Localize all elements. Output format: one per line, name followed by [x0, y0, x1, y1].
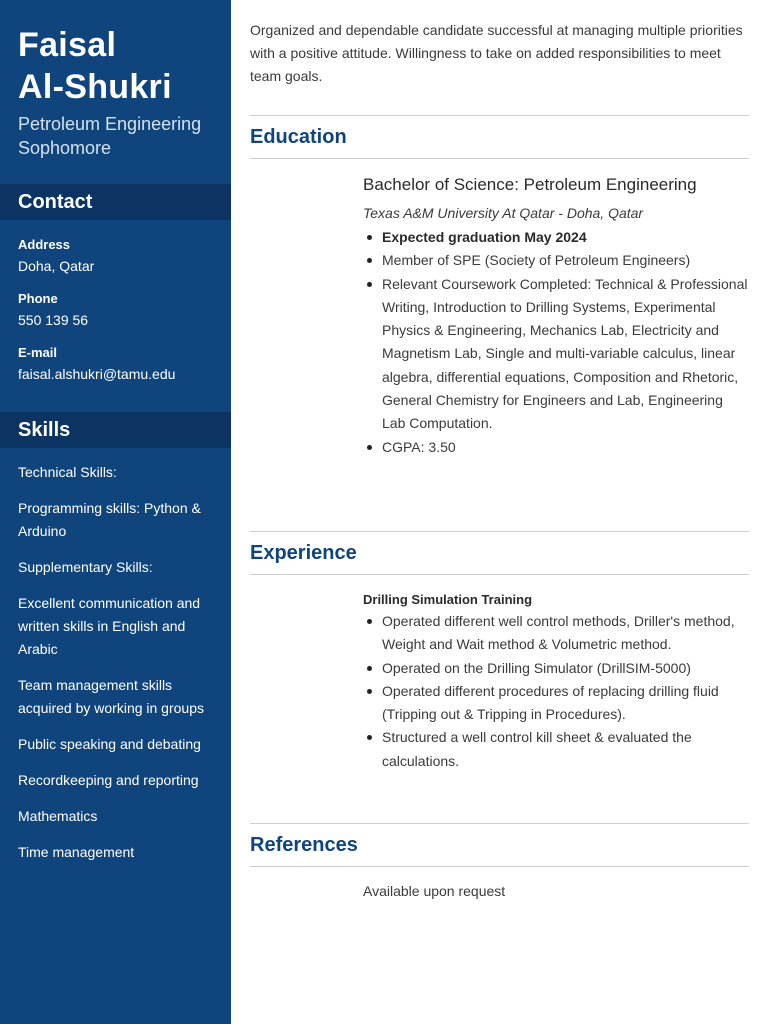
candidate-name: [18, 24, 172, 108]
email-value[interactable]: faisal.alshukri@tamu.edu: [18, 366, 176, 382]
skill-item: Team management skills acquired by working in groups: [18, 677, 204, 716]
references-heading: References: [250, 823, 749, 867]
skill-item: Mathematics: [18, 808, 98, 824]
references-text: Available upon request: [363, 883, 506, 899]
address-value: Doha, Qatar: [18, 258, 95, 274]
experience-entry: [363, 590, 749, 773]
list-item: Structured a well control kill sheet & evaluated the calculations.: [363, 726, 749, 773]
school-name: Texas A&M University At Qatar - Doha, Qatar: [363, 205, 644, 221]
skill-item: Time management: [18, 844, 135, 860]
contact-list: [18, 236, 223, 398]
list-item: Expected graduation May 2024: [363, 226, 749, 249]
list-item: Operated different well control methods, Driller's method, Weight and Wait method & Volumetric method.: [363, 610, 749, 657]
sidebar: [0, 0, 231, 1024]
title-line-2: Sophomore: [18, 138, 112, 158]
list-item: CGPA: 3.50: [363, 436, 749, 459]
education-entry: [363, 173, 749, 459]
experience-bullets: [363, 610, 749, 773]
phone-value[interactable]: 550 139 56: [18, 312, 89, 328]
list-item: Member of SPE (Society of Petroleum Engineers): [363, 249, 749, 272]
title-line-1: Petroleum Engineering: [18, 114, 202, 134]
education-heading: Education: [250, 115, 749, 159]
skill-item: Supplementary Skills:: [18, 559, 153, 575]
first-name: Faisal: [18, 26, 117, 64]
job-title: Drilling Simulation Training: [363, 592, 533, 607]
skill-item: Recordkeeping and reporting: [18, 772, 199, 788]
education-bullets: [363, 226, 749, 459]
skill-item: Excellent communication and written skills in English and Arabic: [18, 595, 201, 657]
skills-heading: Skills: [0, 412, 231, 448]
email-label: E-mail: [18, 345, 58, 360]
skill-item: Programming skills: Python & Arduino: [18, 500, 201, 539]
address-label: Address: [18, 237, 71, 252]
skills-list: [18, 461, 218, 877]
list-item: Operated different procedures of replacing drilling fluid (Tripping out & Tripping in Procedures).: [363, 680, 749, 727]
degree-title: Bachelor of Science: Petroleum Engineering: [363, 175, 697, 194]
list-item: Relevant Coursework Completed: Technical & Professional Writing, Introduction to Drilling Systems, Experimental Physics & Engineering, Mechanics Lab, Electricity and Magnetism Lab, Single and multi-variable calculus, linear algebra, differential equations, Composition and Rhetoric, General Chemistry for Engineers and Lab, Engineering Lab Computation.: [363, 273, 749, 436]
candidate-title: [18, 112, 201, 160]
skill-item: Technical Skills:: [18, 464, 117, 480]
last-name: Al-Shukri: [18, 68, 172, 106]
experience-heading: Experience: [250, 531, 749, 575]
list-item: Operated on the Drilling Simulator (DrillSIM-5000): [363, 657, 749, 680]
phone-label: Phone: [18, 291, 58, 306]
contact-heading: Contact: [0, 184, 231, 220]
professional-summary: Organized and dependable candidate successful at managing multiple priorities with a positive attitude. Willingness to take on added responsibilities to meet team goals.: [250, 22, 743, 84]
skill-item: Public speaking and debating: [18, 736, 201, 752]
references-entry: [363, 880, 749, 902]
